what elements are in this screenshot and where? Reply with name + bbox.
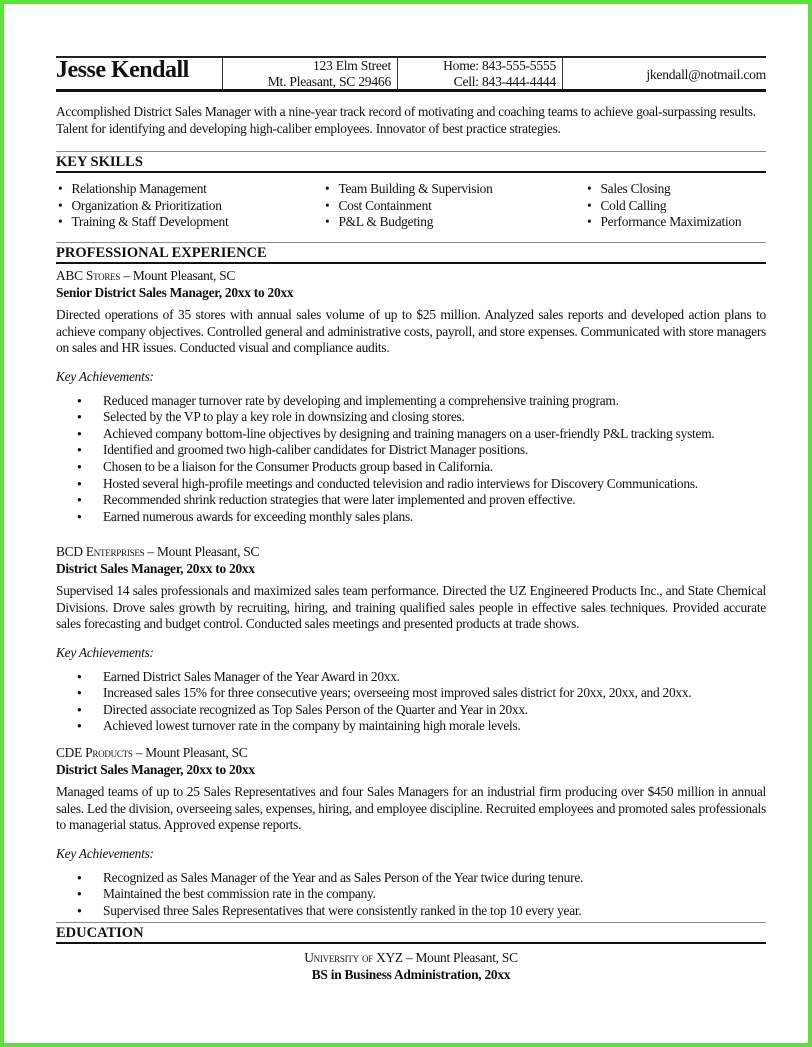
education-heading: EDUCATION <box>56 922 766 944</box>
candidate-name: Jesse Kendall <box>56 58 223 89</box>
address <box>223 58 398 89</box>
school-name: University of XYZ <box>304 950 403 965</box>
company-name: BCD Enterprises <box>56 544 145 559</box>
cell-phone: Cell: 843-444-4444 <box>453 74 556 89</box>
skill-item: • Sales Closing <box>587 181 768 198</box>
email: jkendall@notmail.com <box>646 67 766 82</box>
company-name: ABC Stores <box>56 268 121 283</box>
achievement-item: ● Achieved company bottom-line objectives by designing and training managers on a user-friendly P&L tracking system. <box>77 426 766 443</box>
degree: BS in Business Administration, 20xx <box>311 966 511 982</box>
experience-heading: PROFESSIONAL EXPERIENCE <box>56 242 766 264</box>
home-phone: Home: 843-555-5555 <box>443 58 556 73</box>
school-location: – Mount Pleasant, SC <box>402 950 518 965</box>
achievements-list <box>77 870 766 920</box>
achievement-item: ● Recognized as Sales Manager of the Year and as Sales Person of the Year twice during tenure. <box>77 870 766 887</box>
phones <box>398 58 563 89</box>
job-cde <box>56 745 766 919</box>
skills-list <box>58 181 768 231</box>
achievement-item: ● Earned numerous awards for exceeding monthly sales plans. <box>77 509 766 526</box>
job-title: District Sales Manager, 20xx to 20xx <box>56 761 255 777</box>
job-abc <box>56 268 766 525</box>
achievement-item: ● Achieved lowest turnover rate in the company by maintaining high morale levels. <box>77 718 766 735</box>
skill-item: • Cost Containment <box>325 198 587 215</box>
achievement-item: ● Selected by the VP to play a key role in downsizing and closing stores. <box>77 409 766 426</box>
skill-item: • Organization & Prioritization <box>58 198 325 215</box>
skill-item: • Team Building & Supervision <box>325 181 587 198</box>
skills-heading: KEY SKILLS <box>56 151 766 173</box>
job-description: Directed operations of 35 stores with annual sales volume of up to $25 million. Analyzed sales reports and developed action plans to achieve company objectives. Controlled general and administrative costs, payroll, and store expenses. Communicated with store managers on sales and HR issues. Conducted visual and compliance audits. <box>56 307 766 356</box>
key-achievements-label: Key Achievements: <box>56 644 154 660</box>
key-achievements-label: Key Achievements: <box>56 368 154 384</box>
job-description: Supervised 14 sales professionals and maximized sales team performance. Directed the UZ Engineered Products Inc., and State Chemical Divisions. Drove sales growth by recruiting, hiring, and training qualified sales people in effective sales techniques. Provided accurate sales forecasting and budget control. Conducted sales meetings and presented products at trade shows. <box>56 583 766 632</box>
skill-item: • P&L & Budgeting <box>325 214 587 231</box>
company-location: – Mount Pleasant, SC <box>144 544 260 559</box>
address-line2: Mt. Pleasant, SC 29466 <box>267 74 391 89</box>
job-bcd <box>56 544 766 735</box>
achievement-item: ● Hosted several high-profile meetings and conducted television and radio interviews for Discovery Communications. <box>77 476 766 493</box>
resume-header <box>56 56 766 92</box>
achievement-item: ● Reduced manager turnover rate by developing and implementing a comprehensive training program. <box>77 393 766 410</box>
achievement-item: ● Recommended shrink reduction strategies that were later implemented and proven effective. <box>77 492 766 509</box>
achievement-item: ● Directed associate recognized as Top Sales Person of the Quarter and Year in 20xx. <box>77 702 766 719</box>
achievement-item: ● Maintained the best commission rate in the company. <box>77 886 766 903</box>
company-location: – Mount Pleasant, SC <box>132 745 248 760</box>
achievement-item: ● Supervised three Sales Representatives that were consistently ranked in the top 10 every year. <box>77 903 766 920</box>
achievements-list <box>77 669 766 735</box>
achievement-item: ● Identified and groomed two high-caliber candidates for District Manager positions. <box>77 442 766 459</box>
job-title: District Sales Manager, 20xx to 20xx <box>56 560 255 576</box>
achievement-item: ● Chosen to be a liaison for the Consumer Products group based in California. <box>77 459 766 476</box>
skill-item: • Relationship Management <box>58 181 325 198</box>
achievement-item: ● Earned District Sales Manager of the Year Award in 20xx. <box>77 669 766 686</box>
job-title: Senior District Sales Manager, 20xx to 20xx <box>56 284 294 300</box>
summary: Accomplished District Sales Manager with a nine-year track record of motivating and coaching teams to achieve goal-surpassing results. Talent for identifying and developing high-caliber employees. Innovator of best practice strategies. <box>56 104 756 136</box>
key-achievements-label: Key Achievements: <box>56 845 154 861</box>
skill-item: • Training & Staff Development <box>58 214 325 231</box>
company-location: – Mount Pleasant, SC <box>120 268 236 283</box>
achievements-list <box>77 393 766 526</box>
address-line1: 123 Elm Street <box>312 58 391 73</box>
company-name: CDE Products <box>56 745 133 760</box>
skill-item: • Performance Maximization <box>587 214 768 231</box>
achievement-item: ● Increased sales 15% for three consecutive years; overseeing most improved sales district for 20xx, 20xx, and 20xx. <box>77 685 766 702</box>
education <box>56 950 766 983</box>
job-description: Managed teams of up to 25 Sales Representatives and four Sales Managers for an industrial firm producing over $450 million in annual sales. Led the division, overseeing sales, expenses, hiring, and employee discipline. Recruited employees and promoted sales professionals to managerial status. Approved expense reports. <box>56 784 766 833</box>
skill-item: • Cold Calling <box>587 198 768 215</box>
